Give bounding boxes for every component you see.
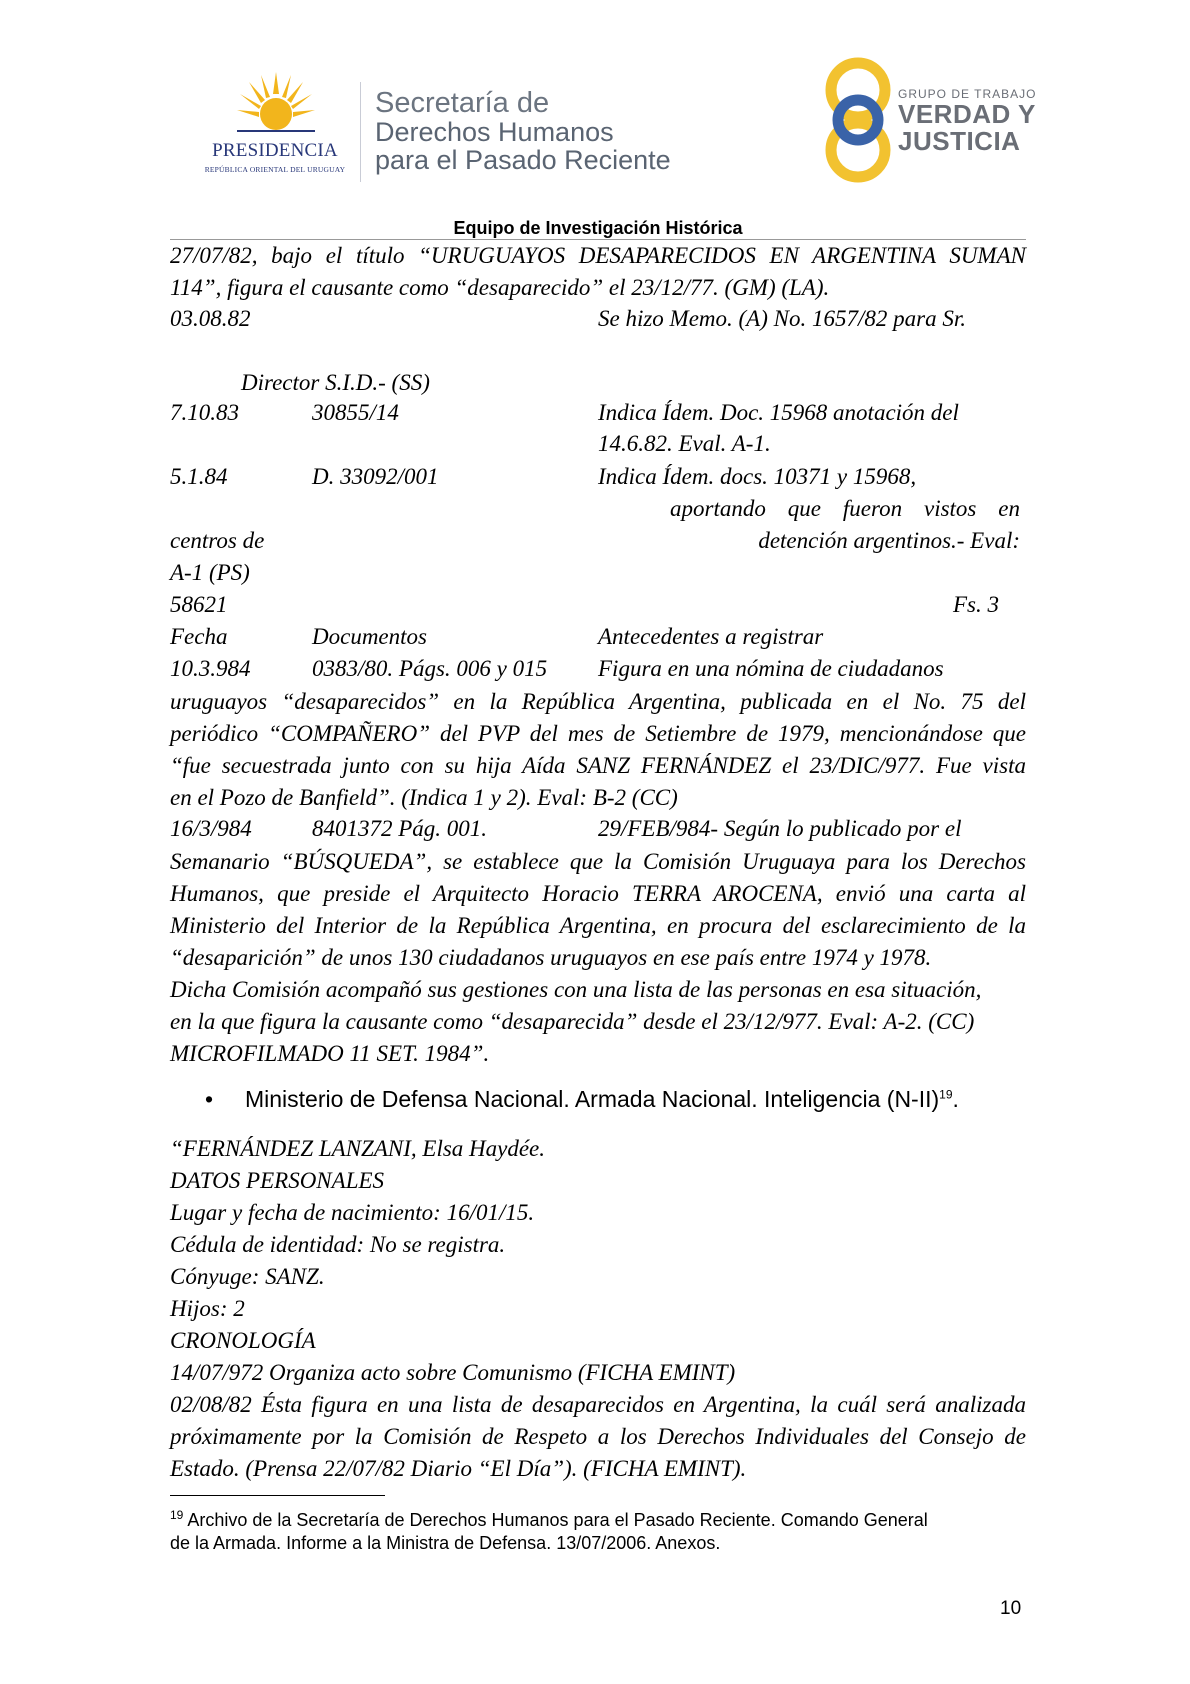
row-text: Se hizo Memo. (A) No. 1657/82 para Sr.	[598, 306, 966, 331]
presidencia-logo	[195, 72, 355, 192]
text-line: Ministerio del Interior de la República Argentina, en procura del esclarecimiento de la	[170, 913, 1026, 938]
page-number: 10	[1000, 1598, 1022, 1619]
text-line: “desaparición” de unos 130 ciudadanos uruguayos en ese país entre 1974 y 1978.	[170, 945, 932, 970]
text-line: próximamente por la Comisión de Respeto a los Derechos Individuales del Consejo de	[170, 1424, 1026, 1449]
linked-rings-icon	[820, 55, 896, 185]
grupo-big-label-1: VERDAD Y	[898, 99, 1036, 129]
paragraph-4	[170, 686, 1026, 814]
presidencia-label: PRESIDENCIA	[212, 140, 338, 161]
row-text: Figura en una nómina de ciudadanos	[598, 656, 944, 681]
text-line: 27/07/82, bajo el título “URUGUAYOS DESAPARECIDOS EN ARGENTINA SUMAN	[170, 243, 1026, 268]
secretaria-line-3: para el Pasado Reciente	[375, 145, 671, 175]
row-date: 7.10.83	[170, 400, 239, 425]
row-doc: 8401372 Pág. 001.	[312, 816, 488, 841]
text-line: Hijos: 2	[170, 1296, 245, 1321]
bullet-text: Ministerio de Defensa Nacional. Armada Nacional. Inteligencia (N-II)	[245, 1086, 940, 1112]
column-header-fecha: Fecha	[170, 624, 228, 649]
ficha-block	[170, 1133, 1026, 1485]
row-text: A-1 (PS)	[170, 560, 250, 585]
row-text: 29/FEB/984- Según lo publicado por el	[598, 816, 962, 841]
paragraph-1	[170, 240, 1026, 304]
row-text: 14.6.82. Eval. A-1.	[598, 431, 771, 456]
footnote-line-2: de la Armada. Informe a la Ministra de Defensa. 13/07/2006. Anexos.	[170, 1533, 721, 1553]
footnote-line-1	[170, 1504, 1026, 1532]
text-line: 114”, figura el causante como “desaparecido” el 23/12/77. (GM) (LA).	[170, 275, 830, 300]
text-line: Dicha Comisión acompañó sus gestiones con una lista de las personas en esa situación,	[170, 977, 982, 1002]
bullet-end: .	[952, 1086, 959, 1112]
text-line: Estado. (Prensa 22/07/82 Diario “El Día”). (FICHA EMINT).	[170, 1456, 747, 1481]
presidencia-sublabel: REPÚBLICA ORIENTAL DEL URUGUAY	[204, 165, 346, 174]
text-line: Cónyuge: SANZ.	[170, 1264, 325, 1289]
header-divider	[360, 82, 361, 182]
row-text: detención argentinos.- Eval:	[758, 528, 1020, 553]
row-date: 10.3.984	[170, 656, 251, 681]
text-line: Semanario “BÚSQUEDA”, se establece que la Comisión Uruguaya para los Derechos	[170, 849, 1026, 874]
paragraph-5	[170, 846, 1026, 1070]
bullet-dot-icon: •	[205, 1086, 214, 1112]
row-date: 03.08.82	[170, 306, 251, 331]
row-date: 16/3/984	[170, 816, 252, 841]
row-doc: D. 33092/001	[312, 464, 439, 489]
text-line: “FERNÁNDEZ LANZANI, Elsa Haydée.	[170, 1136, 546, 1161]
secretaria-line-2: Derechos Humanos	[375, 117, 614, 147]
text-line: MICROFILMADO 11 SET. 1984”.	[170, 1041, 490, 1066]
folio-sheet: Fs. 3	[953, 592, 999, 617]
text-line: 14/07/972 Organiza acto sobre Comunismo (FICHA EMINT)	[170, 1360, 736, 1385]
column-header-antecedentes: Antecedentes a registrar	[598, 624, 824, 649]
text-line: Humanos, que preside el Arquitecto Horacio TERRA AROCENA, envió una carta al	[170, 881, 1026, 906]
text-line: 02/08/82 Ésta figura en una lista de desaparecidos en Argentina, la cuál será analizada	[170, 1392, 1026, 1417]
text-line: periódico “COMPAÑERO” del PVP del mes de Setiembre de 1979, mencionándose que	[170, 721, 1026, 746]
text-line: Cédula de identidad: No se registra.	[170, 1232, 506, 1257]
row-text: centros de	[170, 528, 265, 553]
footnote-ref[interactable]: 19	[939, 1087, 953, 1102]
footnote-number: 19	[170, 1508, 184, 1522]
text-line: DATOS PERSONALES	[170, 1168, 385, 1193]
text-line: uruguayos “desaparecidos” en la República Argentina, publicada en el No. 75 del	[170, 689, 1026, 714]
secretaria-wordmark	[375, 88, 671, 174]
grupo-small-label: GRUPO DE TRABAJO	[898, 87, 1037, 101]
footnote-text: Archivo de la Secretaría de Derechos Humanos para el Pasado Reciente. Comando General	[183, 1510, 928, 1530]
column-header-documentos: Documentos	[312, 624, 427, 649]
verdad-justicia-logo	[820, 55, 1040, 185]
footnote	[170, 1504, 1026, 1555]
row-doc: 30855/14	[312, 400, 399, 425]
bullet-item	[205, 1086, 959, 1113]
team-title: Equipo de Investigación Histórica	[453, 218, 743, 238]
row-doc: 0383/80. Págs. 006 y 015	[312, 656, 548, 681]
secretaria-line-1: Secretaría de	[375, 87, 550, 119]
row-text: Indica Ídem. Doc. 15968 anotación del	[598, 400, 959, 425]
text-line: en la que figura la causante como “desaparecida” desde el 23/12/977. Eval: A-2. (CC)	[170, 1009, 975, 1034]
text-line: “fue secuestrada junto con su hija Aída SANZ FERNÁNDEZ el 23/DIC/977. Fue vista	[170, 753, 1026, 778]
row-date: 5.1.84	[170, 464, 228, 489]
grupo-big-label-2: JUSTICIA	[898, 126, 1021, 156]
text-line: CRONOLOGÍA	[170, 1328, 316, 1353]
text-line: en el Pozo de Banfield”. (Indica 1 y 2). Eval: B-2 (CC)	[170, 785, 678, 810]
footnote-separator	[170, 1495, 385, 1496]
sun-emblem-icon	[237, 72, 315, 150]
row-text: aportando que fueron vistos en	[670, 496, 1020, 521]
text-line: Lugar y fecha de nacimiento: 16/01/15.	[170, 1200, 535, 1225]
row-text: Director S.I.D.- (SS)	[241, 370, 430, 395]
verdad-justicia-text	[898, 87, 1036, 155]
row-text: Indica Ídem. docs. 10371 y 15968,	[598, 464, 917, 489]
folio-number: 58621	[170, 592, 228, 617]
